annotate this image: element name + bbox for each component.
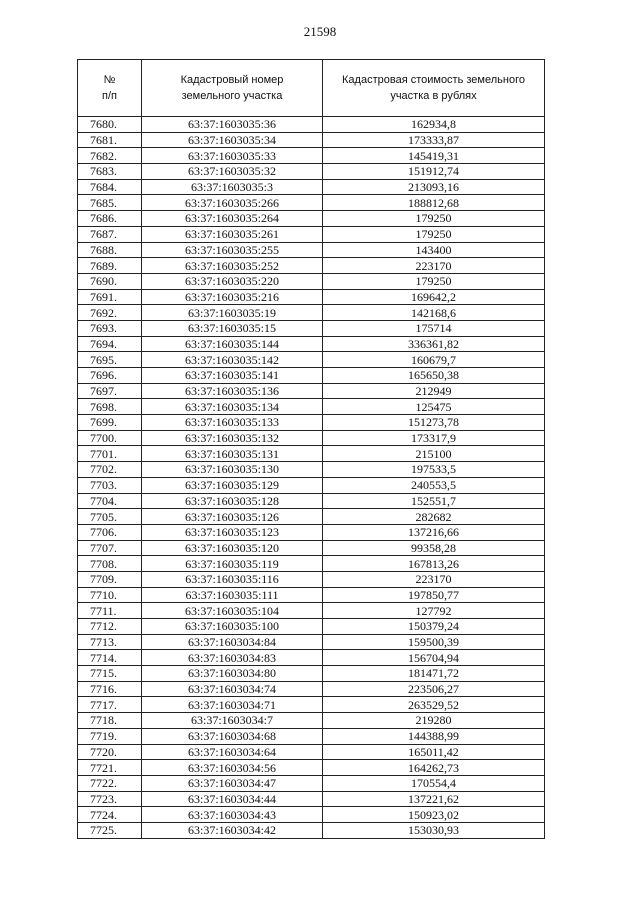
row-number-cell: 7718. [78, 713, 142, 729]
cadastral-value-cell: 173333,87 [323, 132, 545, 148]
cadastral-value-cell: 197850,77 [323, 587, 545, 603]
cadastral-value-cell: 215100 [323, 446, 545, 462]
row-number-cell: 7706. [78, 524, 142, 540]
table-row [78, 524, 545, 540]
cadastral-value-cell: 179250 [323, 226, 545, 242]
cadastral-number-cell: 63:37:1603035:19 [142, 305, 323, 321]
table-row [78, 650, 545, 666]
row-number-cell: 7721. [78, 760, 142, 776]
table-row [78, 179, 545, 195]
cadastral-number-cell: 63:37:1603035:133 [142, 415, 323, 431]
table-row [78, 368, 545, 384]
cadastral-value-cell: 145419,31 [323, 148, 545, 164]
row-number-cell: 7704. [78, 493, 142, 509]
header-cadastral-value [323, 60, 545, 117]
table-row [78, 117, 545, 133]
cadastral-number-cell: 63:37:1603035:132 [142, 430, 323, 446]
header-number-label: № п/п [102, 74, 117, 102]
table-row [78, 415, 545, 431]
cadastral-number-cell: 63:37:1603034:71 [142, 697, 323, 713]
table-row [78, 681, 545, 697]
cadastral-number-cell: 63:37:1603035:36 [142, 117, 323, 133]
row-number-cell: 7723. [78, 791, 142, 807]
cadastral-number-cell: 63:37:1603034:7 [142, 713, 323, 729]
row-number-cell: 7702. [78, 462, 142, 478]
row-number-cell: 7689. [78, 258, 142, 274]
cadastral-value-cell: 142168,6 [323, 305, 545, 321]
row-number-cell: 7703. [78, 477, 142, 493]
cadastral-number-cell: 63:37:1603035:33 [142, 148, 323, 164]
cadastral-value-cell: 153030,93 [323, 822, 545, 838]
row-number-cell: 7725. [78, 822, 142, 838]
table-body [78, 117, 545, 839]
table-row [78, 540, 545, 556]
cadastral-value-cell: 99358,28 [323, 540, 545, 556]
cadastral-value-cell: 219280 [323, 713, 545, 729]
row-number-cell: 7696. [78, 368, 142, 384]
cadastral-number-cell: 63:37:1603035:128 [142, 493, 323, 509]
cadastral-value-cell: 240553,5 [323, 477, 545, 493]
cadastral-value-cell: 156704,94 [323, 650, 545, 666]
header-cadastral-value-label: Кадастровая стоимость земельного участка в рублях [342, 74, 525, 102]
cadastral-value-cell: 170554,4 [323, 775, 545, 791]
table-row [78, 477, 545, 493]
table-row [78, 352, 545, 368]
cadastral-number-cell: 63:37:1603034:56 [142, 760, 323, 776]
cadastral-value-cell: 164262,73 [323, 760, 545, 776]
cadastral-number-cell: 63:37:1603035:34 [142, 132, 323, 148]
table-row [78, 603, 545, 619]
row-number-cell: 7717. [78, 697, 142, 713]
cadastral-number-cell: 63:37:1603035:136 [142, 383, 323, 399]
table-row [78, 822, 545, 838]
row-number-cell: 7690. [78, 273, 142, 289]
cadastral-number-cell: 63:37:1603034:44 [142, 791, 323, 807]
row-number-cell: 7719. [78, 728, 142, 744]
cadastral-value-cell: 181471,72 [323, 666, 545, 682]
cadastral-number-cell: 63:37:1603035:261 [142, 226, 323, 242]
cadastral-value-cell: 169642,2 [323, 289, 545, 305]
row-number-cell: 7711. [78, 603, 142, 619]
cadastral-value-cell: 144388,99 [323, 728, 545, 744]
cadastral-number-cell: 63:37:1603035:119 [142, 556, 323, 572]
table-row [78, 587, 545, 603]
cadastral-value-cell: 137216,66 [323, 524, 545, 540]
table-row [78, 211, 545, 227]
cadastral-number-cell: 63:37:1603035:129 [142, 477, 323, 493]
cadastral-number-cell: 63:37:1603034:80 [142, 666, 323, 682]
row-number-cell: 7708. [78, 556, 142, 572]
table-row [78, 728, 545, 744]
cadastral-number-cell: 63:37:1603034:64 [142, 744, 323, 760]
row-number-cell: 7698. [78, 399, 142, 415]
table-row [78, 273, 545, 289]
table-row [78, 744, 545, 760]
cadastral-value-cell: 179250 [323, 273, 545, 289]
cadastral-number-cell: 63:37:1603035:141 [142, 368, 323, 384]
cadastral-value-cell: 160679,7 [323, 352, 545, 368]
table-row [78, 242, 545, 258]
cadastral-value-cell: 173317,9 [323, 430, 545, 446]
cadastral-number-cell: 63:37:1603035:142 [142, 352, 323, 368]
cadastral-number-cell: 63:37:1603035:130 [142, 462, 323, 478]
cadastral-value-cell: 223170 [323, 571, 545, 587]
row-number-cell: 7724. [78, 807, 142, 823]
table-row [78, 148, 545, 164]
table-row [78, 195, 545, 211]
table-row [78, 258, 545, 274]
cadastral-number-cell: 63:37:1603035:252 [142, 258, 323, 274]
cadastral-number-cell: 63:37:1603035:220 [142, 273, 323, 289]
row-number-cell: 7700. [78, 430, 142, 446]
table-row [78, 399, 545, 415]
page-number: 21598 [303, 24, 337, 39]
row-number-cell: 7686. [78, 211, 142, 227]
cadastral-number-cell: 63:37:1603034:68 [142, 728, 323, 744]
table-row [78, 760, 545, 776]
table-row [78, 634, 545, 650]
row-number-cell: 7720. [78, 744, 142, 760]
cadastral-value-cell: 188812,68 [323, 195, 545, 211]
table-row [78, 320, 545, 336]
row-number-cell: 7681. [78, 132, 142, 148]
row-number-cell: 7712. [78, 619, 142, 635]
row-number-cell: 7680. [78, 117, 142, 133]
cadastral-number-cell: 63:37:1603035:144 [142, 336, 323, 352]
row-number-cell: 7713. [78, 634, 142, 650]
cadastral-value-cell: 197533,5 [323, 462, 545, 478]
header-cadastral-number-label: Кадастровый номер земельного участка [180, 74, 284, 102]
cadastral-number-cell: 63:37:1603034:74 [142, 681, 323, 697]
row-number-cell: 7695. [78, 352, 142, 368]
table-row [78, 791, 545, 807]
row-number-cell: 7684. [78, 179, 142, 195]
row-number-cell: 7701. [78, 446, 142, 462]
cadastral-value-cell: 179250 [323, 211, 545, 227]
cadastral-value-cell: 150923,02 [323, 807, 545, 823]
row-number-cell: 7691. [78, 289, 142, 305]
cadastral-value-cell: 151273,78 [323, 415, 545, 431]
table-row [78, 509, 545, 525]
cadastral-number-cell: 63:37:1603035:134 [142, 399, 323, 415]
row-number-cell: 7699. [78, 415, 142, 431]
row-number-cell: 7694. [78, 336, 142, 352]
table-row [78, 289, 545, 305]
table-header-row [78, 60, 545, 117]
table-row [78, 430, 545, 446]
row-number-cell: 7697. [78, 383, 142, 399]
cadastral-number-cell: 63:37:1603034:83 [142, 650, 323, 666]
header-cadastral-number [142, 60, 323, 117]
table-row [78, 556, 545, 572]
cadastral-number-cell: 63:37:1603034:43 [142, 807, 323, 823]
header-number [78, 60, 142, 117]
cadastral-value-cell: 263529,52 [323, 697, 545, 713]
table-row [78, 666, 545, 682]
table-row [78, 493, 545, 509]
cadastral-number-cell: 63:37:1603035:126 [142, 509, 323, 525]
cadastral-value-cell: 175714 [323, 320, 545, 336]
cadastral-value-cell: 127792 [323, 603, 545, 619]
cadastral-number-cell: 63:37:1603035:131 [142, 446, 323, 462]
row-number-cell: 7692. [78, 305, 142, 321]
table-row [78, 336, 545, 352]
cadastral-number-cell: 63:37:1603035:32 [142, 164, 323, 180]
table-row [78, 807, 545, 823]
cadastral-number-cell: 63:37:1603034:84 [142, 634, 323, 650]
cadastral-number-cell: 63:37:1603035:123 [142, 524, 323, 540]
row-number-cell: 7722. [78, 775, 142, 791]
row-number-cell: 7688. [78, 242, 142, 258]
table-row [78, 446, 545, 462]
table-row [78, 383, 545, 399]
cadastral-value-cell: 151912,74 [323, 164, 545, 180]
table-row [78, 697, 545, 713]
cadastral-value-cell: 125475 [323, 399, 545, 415]
table-row [78, 305, 545, 321]
cadastral-value-cell: 137221,62 [323, 791, 545, 807]
table-row [78, 619, 545, 635]
cadastral-number-cell: 63:37:1603035:104 [142, 603, 323, 619]
cadastral-value-cell: 282682 [323, 509, 545, 525]
cadastral-value-table [77, 59, 545, 839]
table-row [78, 462, 545, 478]
cadastral-value-cell: 165011,42 [323, 744, 545, 760]
row-number-cell: 7715. [78, 666, 142, 682]
row-number-cell: 7682. [78, 148, 142, 164]
row-number-cell: 7716. [78, 681, 142, 697]
cadastral-number-cell: 63:37:1603035:111 [142, 587, 323, 603]
cadastral-number-cell: 63:37:1603035:120 [142, 540, 323, 556]
table-row [78, 713, 545, 729]
cadastral-value-cell: 223170 [323, 258, 545, 274]
row-number-cell: 7705. [78, 509, 142, 525]
cadastral-number-cell: 63:37:1603035:216 [142, 289, 323, 305]
row-number-cell: 7709. [78, 571, 142, 587]
cadastral-number-cell: 63:37:1603034:42 [142, 822, 323, 838]
row-number-cell: 7687. [78, 226, 142, 242]
row-number-cell: 7714. [78, 650, 142, 666]
cadastral-value-cell: 143400 [323, 242, 545, 258]
table-row [78, 226, 545, 242]
cadastral-number-cell: 63:37:1603034:47 [142, 775, 323, 791]
cadastral-value-cell: 213093,16 [323, 179, 545, 195]
row-number-cell: 7685. [78, 195, 142, 211]
cadastral-value-cell: 165650,38 [323, 368, 545, 384]
row-number-cell: 7683. [78, 164, 142, 180]
row-number-cell: 7710. [78, 587, 142, 603]
cadastral-value-cell: 167813,26 [323, 556, 545, 572]
cadastral-number-cell: 63:37:1603035:266 [142, 195, 323, 211]
cadastral-number-cell: 63:37:1603035:15 [142, 320, 323, 336]
cadastral-value-cell: 223506,27 [323, 681, 545, 697]
cadastral-number-cell: 63:37:1603035:100 [142, 619, 323, 635]
cadastral-value-cell: 150379,24 [323, 619, 545, 635]
cadastral-value-cell: 212949 [323, 383, 545, 399]
table-row [78, 132, 545, 148]
cadastral-value-cell: 162934,8 [323, 117, 545, 133]
cadastral-number-cell: 63:37:1603035:264 [142, 211, 323, 227]
cadastral-value-cell: 152551,7 [323, 493, 545, 509]
cadastral-number-cell: 63:37:1603035:255 [142, 242, 323, 258]
cadastral-number-cell: 63:37:1603035:116 [142, 571, 323, 587]
cadastral-number-cell: 63:37:1603035:3 [142, 179, 323, 195]
row-number-cell: 7707. [78, 540, 142, 556]
cadastral-value-cell: 159500,39 [323, 634, 545, 650]
table-row [78, 775, 545, 791]
cadastral-value-cell: 336361,82 [323, 336, 545, 352]
table-row [78, 571, 545, 587]
table-row [78, 164, 545, 180]
row-number-cell: 7693. [78, 320, 142, 336]
